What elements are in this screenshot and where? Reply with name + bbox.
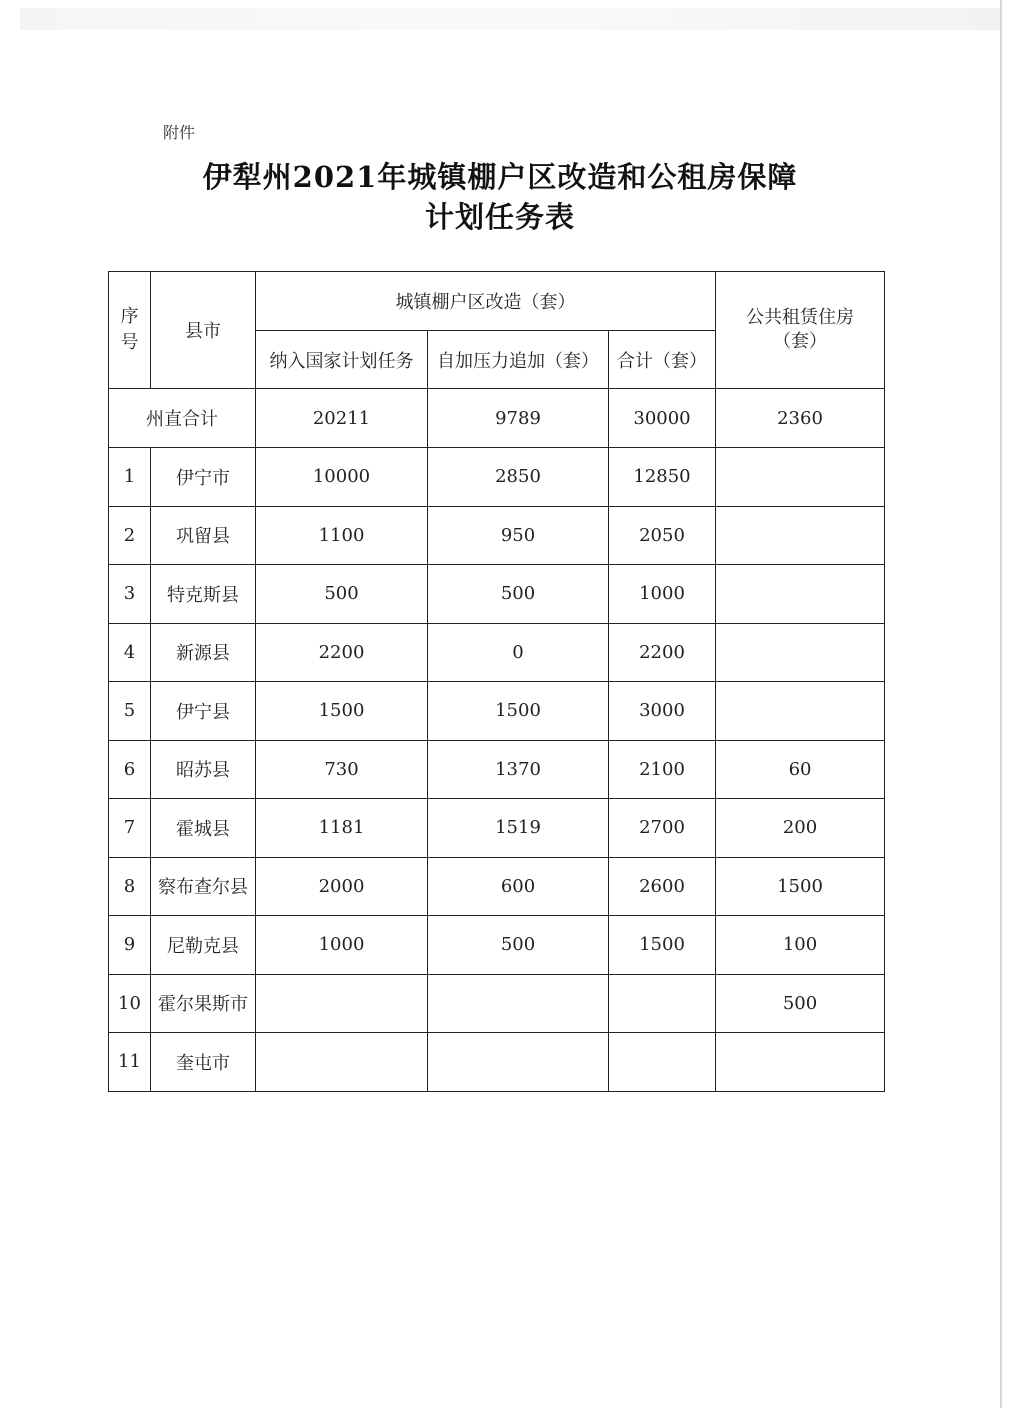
total-label: 州直合计 [109,389,256,448]
row-seq: 7 [109,799,151,858]
row-subtotal [609,1033,716,1092]
header-self-added: 自加压力追加（套） [428,331,609,389]
row-public-rental [716,623,885,682]
document-title-line1: 伊犁州2021年城镇棚户区改造和公租房保障 [202,160,798,194]
row-national-plan: 1100 [256,506,428,565]
row-county: 昭苏县 [151,740,256,799]
row-subtotal [609,974,716,1033]
row-subtotal: 12850 [609,448,716,507]
document-title-line2: 计划任务表 [424,200,575,234]
row-county: 伊宁县 [151,682,256,741]
row-self-added: 1370 [428,740,609,799]
row-seq: 4 [109,623,151,682]
row-subtotal: 1000 [609,565,716,624]
total-public-rental: 2360 [716,389,885,448]
row-subtotal: 2700 [609,799,716,858]
row-self-added: 1519 [428,799,609,858]
header-seq [109,272,151,389]
row-seq: 8 [109,857,151,916]
row-self-added [428,1033,609,1092]
table-row [109,448,885,507]
row-self-added: 1500 [428,682,609,741]
row-seq: 5 [109,682,151,741]
row-county: 奎屯市 [151,1033,256,1092]
header-public-rental-text: 公共租赁住房（套） [746,307,855,352]
attachment-label: 附件 [163,123,196,142]
row-public-rental: 200 [716,799,885,858]
row-national-plan: 2200 [256,623,428,682]
row-seq: 6 [109,740,151,799]
row-self-added: 500 [428,565,609,624]
row-seq: 1 [109,448,151,507]
table-row [109,623,885,682]
table-row [109,740,885,799]
row-seq: 10 [109,974,151,1033]
row-county: 新源县 [151,623,256,682]
row-subtotal: 3000 [609,682,716,741]
table-row [109,506,885,565]
table-row [109,974,885,1033]
header-row-1 [109,272,885,331]
row-public-rental [716,448,885,507]
row-subtotal: 1500 [609,916,716,975]
table-row [109,565,885,624]
table-row [109,682,885,741]
row-self-added: 2850 [428,448,609,507]
header-public-rental [716,272,885,389]
row-national-plan [256,1033,428,1092]
header-national-plan: 纳入国家计划任务 [256,331,428,389]
row-seq: 2 [109,506,151,565]
row-subtotal: 2100 [609,740,716,799]
row-public-rental [716,682,885,741]
page-edge-line [1000,0,1002,1408]
plan-task-table [108,271,885,1092]
row-national-plan: 1500 [256,682,428,741]
header-subtotal: 合计（套） [609,331,716,389]
row-public-rental: 500 [716,974,885,1033]
row-public-rental: 1500 [716,857,885,916]
header-renovation-group: 城镇棚户区改造（套） [256,272,716,331]
scan-edge-shadow [20,8,1000,30]
row-subtotal: 2200 [609,623,716,682]
table-row [109,857,885,916]
row-self-added [428,974,609,1033]
row-county: 霍城县 [151,799,256,858]
total-row [109,389,885,448]
total-self-added: 9789 [428,389,609,448]
header-seq-text: 序号 [120,306,139,353]
row-self-added: 950 [428,506,609,565]
total-national-plan: 20211 [256,389,428,448]
row-self-added: 500 [428,916,609,975]
row-national-plan: 2000 [256,857,428,916]
row-subtotal: 2050 [609,506,716,565]
row-national-plan: 1000 [256,916,428,975]
row-public-rental [716,565,885,624]
row-public-rental [716,506,885,565]
row-national-plan: 10000 [256,448,428,507]
row-seq: 3 [109,565,151,624]
row-county: 尼勒克县 [151,916,256,975]
row-county: 察布查尔县 [151,857,256,916]
row-self-added: 600 [428,857,609,916]
row-public-rental [716,1033,885,1092]
row-self-added: 0 [428,623,609,682]
total-subtotal: 30000 [609,389,716,448]
header-county: 县市 [151,272,256,389]
row-seq: 11 [109,1033,151,1092]
row-county: 伊宁市 [151,448,256,507]
row-county: 霍尔果斯市 [151,974,256,1033]
row-seq: 9 [109,916,151,975]
row-national-plan: 1181 [256,799,428,858]
row-county: 巩留县 [151,506,256,565]
table-row [109,916,885,975]
row-public-rental: 60 [716,740,885,799]
row-national-plan: 500 [256,565,428,624]
row-national-plan [256,974,428,1033]
table-row [109,799,885,858]
row-public-rental: 100 [716,916,885,975]
row-subtotal: 2600 [609,857,716,916]
row-county: 特克斯县 [151,565,256,624]
table-row [109,1033,885,1092]
row-national-plan: 730 [256,740,428,799]
